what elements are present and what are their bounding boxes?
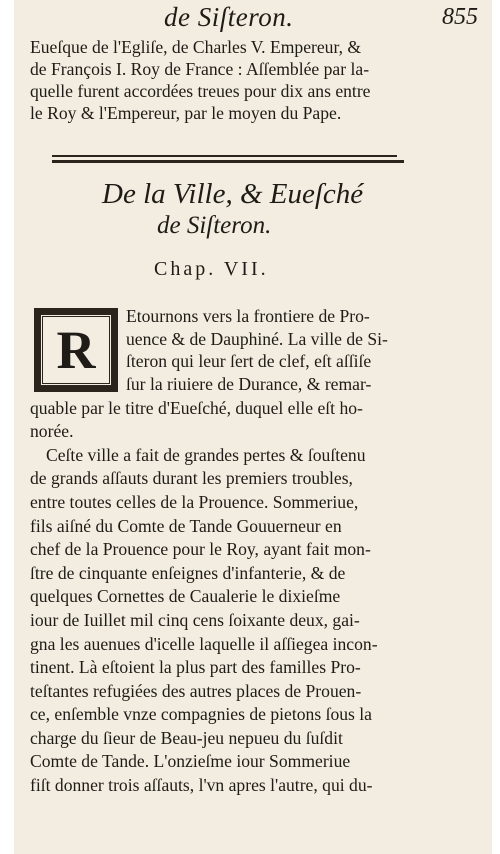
body-line: Etournons vers la frontiere de Pro-	[126, 306, 370, 326]
divider-rule-thin	[52, 155, 397, 157]
book-page	[14, 0, 492, 854]
body-line: chef de la Prouence pour le Roy, ayant fait mon-	[30, 539, 371, 559]
running-title: de Siſteron.	[164, 2, 294, 32]
body-line: charge du ſieur de Beau-jeu nepueu du ſuſdit	[30, 728, 343, 748]
body-line: ſtre de cinquante enſeignes d'infanterie, & de	[30, 563, 346, 583]
body-line: quelques Cornettes de Caualerie le dixieſme	[30, 586, 341, 606]
body-line: ſur la riuiere de Durance, & remar-	[126, 374, 372, 394]
intro-line: le Roy & l'Empereur, par le moyen du Pape.	[30, 103, 342, 123]
body-line: iour de Iuillet mil cinq cens ſoixante deux, gai-	[30, 610, 360, 630]
body-line: fils aiſné du Comte de Tande Gouuerneur en	[30, 516, 342, 536]
divider-rule-thick	[52, 160, 404, 163]
body-line: ſteron qui leur ſert de clef, eſt aſſiſe	[126, 351, 372, 371]
body-line: tinent. Là eſtoient la plus part des familles Pro-	[30, 657, 361, 677]
body-line: Comte de Tande. L'onzieſme iour Sommeriue	[30, 751, 351, 771]
body-line: uence & de Dauphiné. La ville de Si-	[126, 329, 388, 349]
section-subtitle: de Siſteron.	[157, 212, 272, 239]
intro-line: quelle furent accordées treues pour dix ans entre	[30, 81, 371, 101]
intro-line: de François I. Roy de France : Aſſemblée par la-	[30, 59, 370, 79]
body-line: teſtantes refugiées des autres places de Prouen-	[30, 681, 362, 701]
body-line: norée.	[30, 421, 74, 441]
body-line: ce, enſemble vnze compagnies de pietons ſous la	[30, 704, 372, 724]
body-line: entre toutes celles de la Prouence. Sommeriue,	[30, 492, 359, 512]
drop-cap-letter: R	[56, 320, 96, 380]
body-line: fiſt donner trois aſſauts, l'vn apres l'autre, qui du-	[30, 775, 373, 795]
page-number: 855	[442, 4, 478, 30]
ornamental-drop-cap	[34, 308, 118, 392]
chapter-heading: Chap. VII.	[154, 258, 269, 280]
body-line: gna les auenues d'icelle laquelle il aſſiegea incon-	[30, 634, 378, 654]
section-title: De la Ville, & Eueſché	[102, 178, 364, 210]
intro-line: Eueſque de l'Egliſe, de Charles V. Empereur, &	[30, 37, 362, 57]
body-line: quable par le titre d'Eueſché, duquel elle eſt ho-	[30, 398, 363, 418]
body-line: Ceſte ville a fait de grandes pertes & ſouſtenu	[46, 445, 366, 465]
body-line: de grands aſſauts durant les premiers troubles,	[30, 468, 353, 488]
